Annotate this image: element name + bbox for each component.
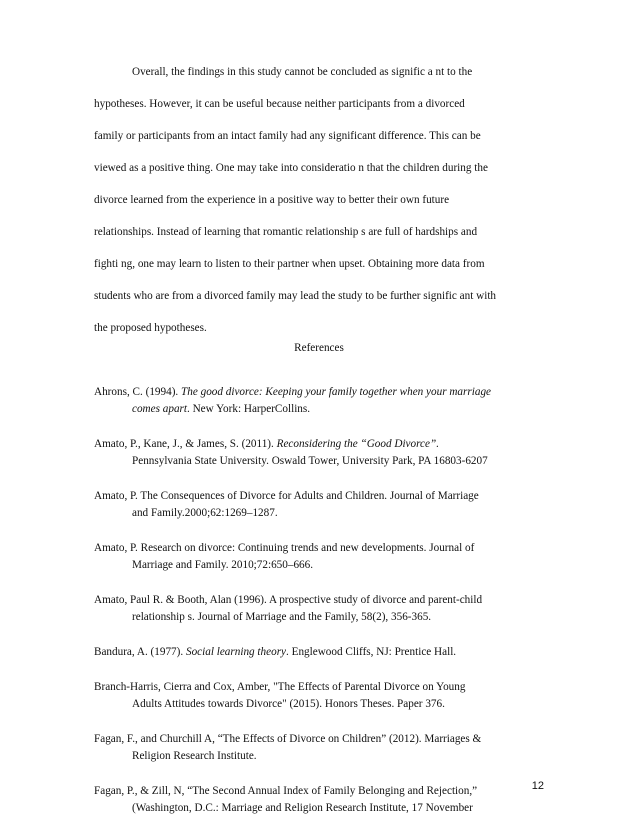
paragraph-line: students who are from a divorced family may lead the study to be further signific ant with bbox=[94, 290, 497, 302]
reference-text: Religion Research Institute. bbox=[132, 750, 257, 762]
paragraph-line: Overall, the findings in this study cannot be concluded as signific a nt to the bbox=[132, 66, 473, 78]
reference-text: Adults Attitudes towards Divorce" (2015). Honors Theses. Paper 376. bbox=[132, 698, 445, 710]
reference-line bbox=[94, 609, 554, 626]
reference-entry bbox=[94, 436, 554, 470]
reference-entry bbox=[94, 592, 554, 626]
reference-text: relationship s. Journal of Marriage and the Family, 58(2), 356-365. bbox=[132, 611, 432, 623]
reference-line bbox=[94, 592, 554, 609]
reference-text: Amato, P. The Consequences of Divorce for Adults and Children. Journal of Marriage bbox=[94, 490, 479, 502]
body-paragraph bbox=[94, 56, 546, 344]
reference-entry bbox=[94, 488, 554, 522]
paragraph-line: relationships. Instead of learning that romantic relationship s are full of hardships and bbox=[94, 226, 478, 238]
reference-text: Fagan, P., & Zill, N, “The Second Annual Index of Family Belonging and Rejection,” bbox=[94, 785, 478, 797]
paragraph-line: viewed as a positive thing. One may take into consideratio n that the children during the bbox=[94, 162, 488, 174]
reference-italic-text: comes apart bbox=[132, 403, 187, 415]
reference-text: Amato, Paul R. & Booth, Alan (1996). A prospective study of divorce and parent-child bbox=[94, 594, 483, 606]
paragraph-line: family or participants from an intact family had any significant difference. This can be bbox=[94, 130, 481, 142]
reference-line bbox=[94, 401, 554, 418]
reference-text: Ahrons, C. (1994). bbox=[94, 386, 182, 398]
reference-line bbox=[94, 800, 554, 817]
paragraph-line: the proposed hypotheses. bbox=[94, 322, 207, 334]
reference-line bbox=[94, 696, 554, 713]
reference-line bbox=[94, 557, 554, 574]
reference-line bbox=[94, 453, 554, 470]
reference-text: Fagan, F., and Churchill A, “The Effects of Divorce on Children” (2012). Marriages & bbox=[94, 733, 482, 745]
reference-line bbox=[94, 384, 554, 401]
paragraph-line: hypotheses. However, it can be useful because neither participants from a divorced bbox=[94, 98, 465, 110]
reference-text: Branch-Harris, Cierra and Cox, Amber, "The Effects of Parental Divorce on Young bbox=[94, 681, 466, 693]
reference-line bbox=[94, 679, 554, 696]
reference-text: Pennsylvania State University. Oswald Tower, University Park, PA 16803-6207 bbox=[132, 455, 488, 467]
reference-text: Amato, P. Research on divorce: Continuing trends and new developments. Journal of bbox=[94, 542, 475, 554]
reference-text: (Washington, D.C.: Marriage and Religion Research Institute, 17 November bbox=[132, 802, 473, 814]
reference-entry bbox=[94, 540, 554, 574]
reference-entry bbox=[94, 679, 554, 713]
reference-entry bbox=[94, 384, 554, 418]
reference-line bbox=[94, 540, 554, 557]
reference-entry bbox=[94, 783, 554, 817]
paragraph-line: fighti ng, one may learn to listen to their partner when upset. Obtaining more data from bbox=[94, 258, 485, 270]
reference-text: . Englewood Cliffs, NJ: Prentice Hall. bbox=[286, 646, 457, 658]
reference-line bbox=[94, 488, 554, 505]
reference-line bbox=[94, 783, 554, 800]
references-list bbox=[94, 384, 554, 835]
reference-italic-text: Social learning theory bbox=[185, 646, 287, 658]
reference-text: . New York: HarperCollins. bbox=[187, 403, 311, 415]
reference-text: and Family.2000;62:1269–1287. bbox=[132, 507, 278, 519]
paragraph-line: divorce learned from the experience in a positive way to better their own future bbox=[94, 194, 450, 206]
reference-line bbox=[94, 748, 554, 765]
reference-text: Bandura, A. (1977). bbox=[94, 646, 186, 658]
page-number: 12 bbox=[531, 780, 544, 792]
reference-line bbox=[94, 505, 554, 522]
reference-italic-text: Reconsidering the “Good Divorce”. bbox=[276, 438, 440, 450]
reference-entry bbox=[94, 731, 554, 765]
reference-line bbox=[94, 436, 554, 453]
reference-text: Marriage and Family. 2010;72:650–666. bbox=[132, 559, 314, 571]
reference-text: Amato, P., Kane, J., & James, S. (2011). bbox=[94, 438, 277, 450]
reference-line bbox=[94, 731, 554, 748]
reference-line bbox=[94, 644, 554, 661]
references-heading: References bbox=[294, 342, 344, 354]
reference-italic-text: The good divorce: Keeping your family together when your marriage bbox=[181, 386, 491, 398]
reference-entry bbox=[94, 644, 554, 661]
